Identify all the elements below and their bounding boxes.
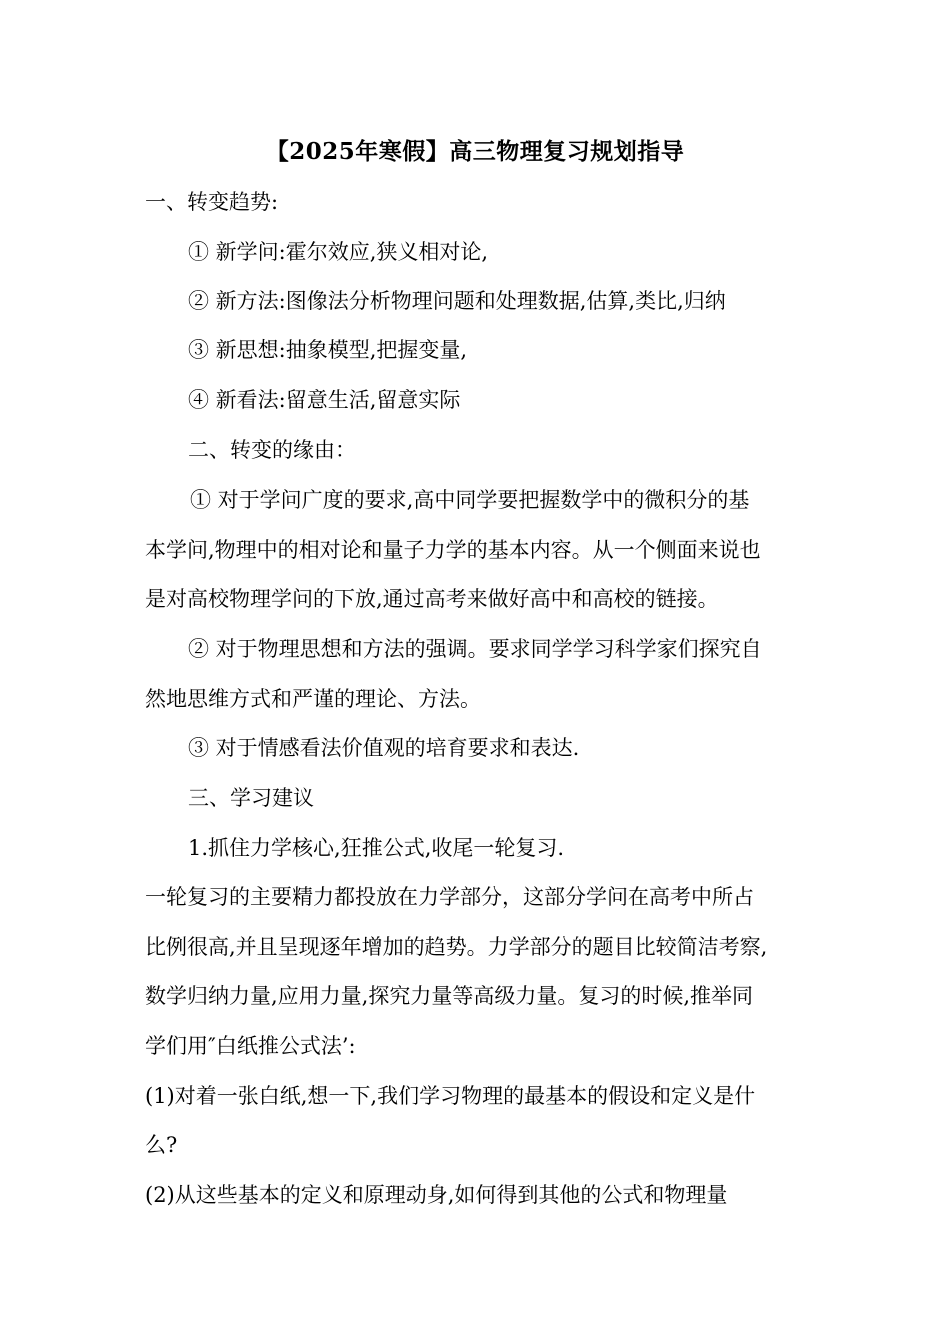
paragraph-line: 数学归纳力量,应用力量,探究力量等高级力量。复习的时候,推举同 <box>145 984 754 1008</box>
paragraph-line: (2)从这些基本的定义和原理动身,如何得到其他的公式和物理量 <box>145 1183 728 1207</box>
paragraph-line: ① 对于学问广度的要求,高中同学要把握数学中的微积分的基 <box>190 488 750 512</box>
paragraph-line: 是对高校物理学问的下放,通过高考来做好高中和高校的链接。 <box>145 587 719 611</box>
paragraph-line: (1)对着一张白纸,想一下,我们学习物理的最基本的假设和定义是什 <box>145 1084 756 1108</box>
paragraph-line: 本学问,物理中的相对论和量子力学的基本内容。从一个侧面来说也 <box>145 538 761 562</box>
trend-item-3: ③ 新思想:抽象模型,把握变量, <box>188 338 468 362</box>
section-heading-reasons: 二、转变的缘由： <box>188 438 356 462</box>
paragraph-line: 比例很高,并且呈现逐年增加的趋势。力学部分的题目比较简洁考察, <box>145 935 768 959</box>
trend-item-2: ② 新方法:图像法分析物理问题和处理数据,估算,类比,归纳 <box>188 289 726 313</box>
paragraph-line: ② 对于物理思想和方法的强调。要求同学学习科学家们探究自 <box>188 637 762 661</box>
paragraph-line: 一轮复习的主要精力都投放在力学部分，这部分学问在高考中所占 <box>145 885 754 909</box>
section-heading-trends: 一、转变趋势: <box>145 190 279 214</box>
section-heading-advice: 三、学习建议 <box>188 786 314 810</box>
paragraph-line: 学们用″白纸推公式法’: <box>145 1034 356 1058</box>
advice-item-1: 1.抓住力学核心,狂推公式,收尾一轮复习. <box>188 836 565 860</box>
paragraph-line: ③ 对于情感看法价值观的培育要求和表达. <box>188 736 580 760</box>
trend-item-1: ① 新学问:霍尔效应,狭义相对论, <box>188 240 489 264</box>
paragraph-line: 么? <box>145 1133 178 1157</box>
document-title: 【2025年寒假】高三物理复习规划指导 <box>265 138 685 165</box>
trend-item-4: ④ 新看法:留意生活,留意实际 <box>188 388 461 412</box>
paragraph-line: 然地思维方式和严谨的理论、方法。 <box>145 687 481 711</box>
